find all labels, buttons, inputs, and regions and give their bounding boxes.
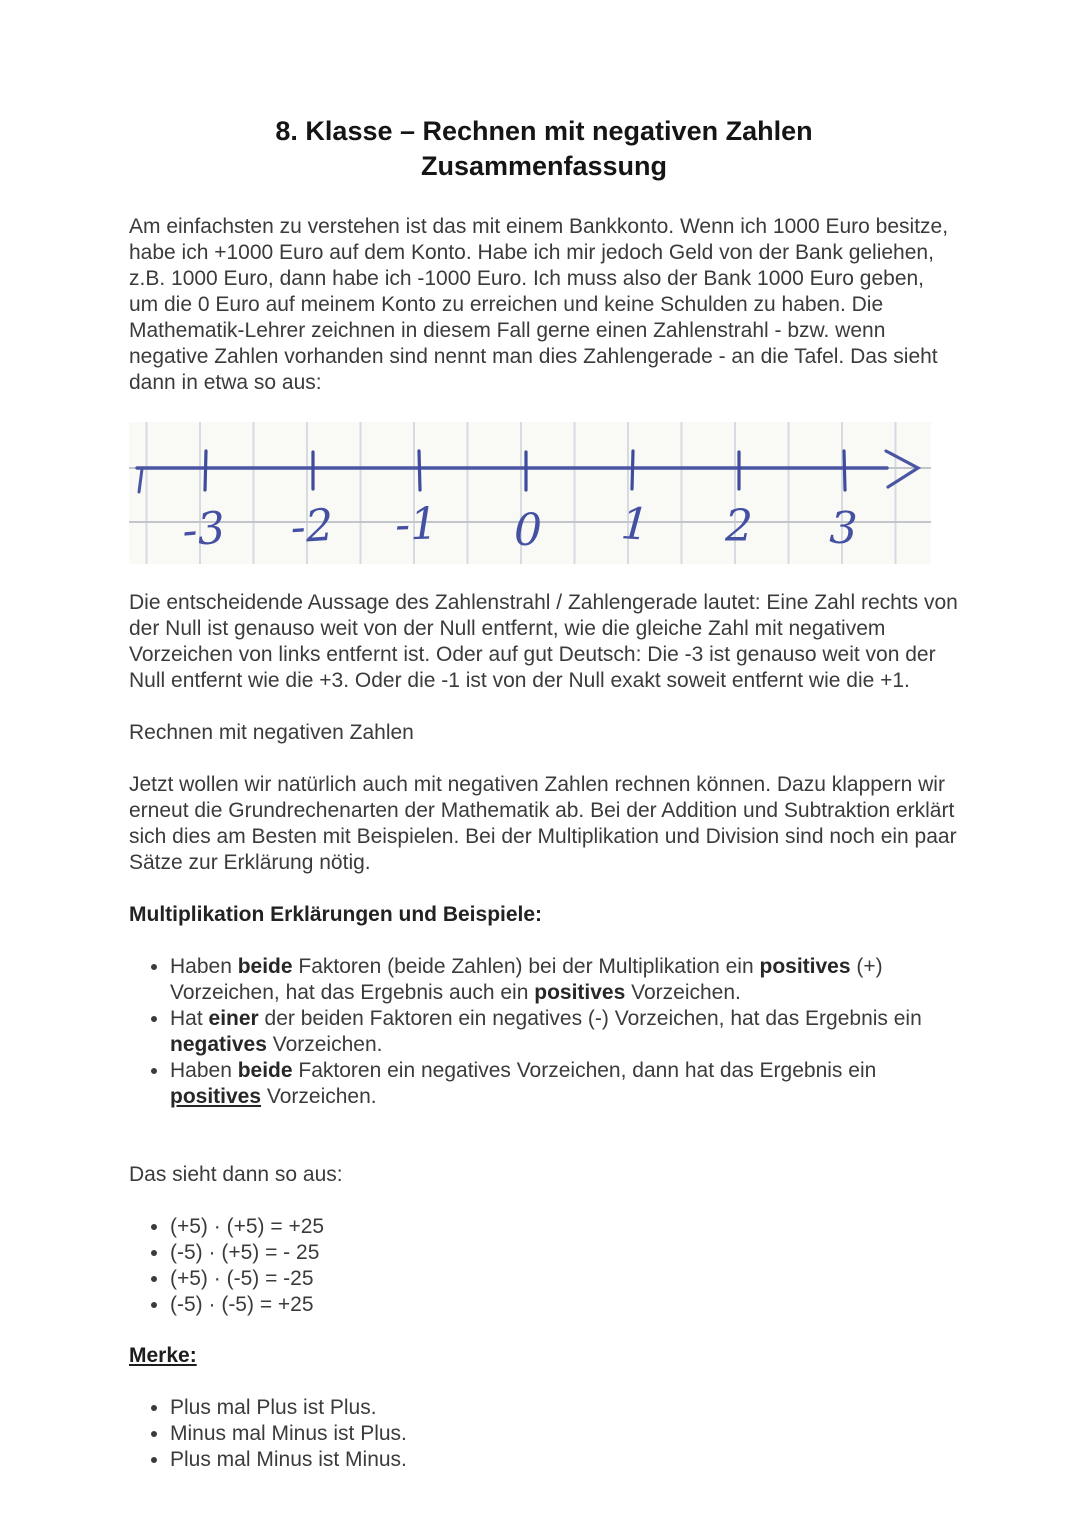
merke-item: • Plus mal Minus ist Minus. [170,1447,959,1473]
equations-list [129,1214,959,1318]
rule-item: • Haben beide Faktoren ein negatives Vorzeichen, dann hat das Ergebnis ein positives Vorzeichen. [170,1058,959,1110]
tick-label: -1 [394,498,439,551]
document-content [129,0,959,1473]
equation-item: • (+5) · (-5) = -25 [170,1266,959,1292]
tick-label: 3 [828,502,859,555]
page-title [129,114,959,184]
tick-label: 0 [514,505,542,556]
number-line-figure [129,422,931,564]
section-subheading: Rechnen mit negativen Zahlen [129,721,414,744]
equation-item: • (+5) · (+5) = +25 [170,1214,959,1240]
multiplication-heading: Multiplikation Erklärungen und Beispiele: [129,903,543,926]
merke-item: • Plus mal Plus ist Plus. [170,1395,959,1421]
merke-item: • Minus mal Minus ist Plus. [170,1421,959,1447]
equation-item: • (-5) · (-5) = +25 [170,1292,959,1318]
rule-item: • Hat einer der beiden Faktoren ein negatives (-) Vorzeichen, hat das Ergebnis ein negatives Vorzeichen. [170,1006,959,1058]
merke-list [129,1395,959,1473]
number-line-image [129,422,931,564]
merke-heading: Merke: [129,1344,197,1367]
tick-label: 2 [725,501,753,552]
page-title-line2: Zusammenfassung [420,151,668,181]
equation-item: • (-5) · (+5) = - 25 [170,1240,959,1266]
rule-item: • Haben beide Faktoren (beide Zahlen) bei der Multiplikation ein positives (+) Vorzeichen, hat das Ergebnis auch ein positives Vorzeichen. [170,954,959,1006]
numberline-paragraph: Die entscheidende Aussage des Zahlenstrahl / Zahlengerade lautet: Eine Zahl rechts von der Null ist genauso weit von der Null entfernt, wie die gleiche Zahl mit negativem Vorzeichen von links entfernt ist. Oder auf gut Deutsch: Die -3 ist genauso weit von der Null entfernt wie die +3. Oder die -1 ist von der Null exakt soweit entfernt wie die +1. [129,591,958,692]
page-title-line1: 8. Klasse – Rechnen mit negativen Zahlen [275,116,813,146]
tick-label: 1 [619,498,651,551]
examples-intro: Das sieht dann so aus: [129,1163,343,1186]
multiplication-rules-list [129,954,959,1110]
tick-label: -2 [288,499,336,554]
intro-paragraph: Am einfachsten zu verstehen ist das mit einem Bankkonto. Wenn ich 1000 Euro besitze, habe ich +1000 Euro auf dem Konto. Habe ich mir jedoch Geld von der Bank geliehen, z.B. 1000 Euro, dann habe ich -1000 Euro. Ich muss also der Bank 1000 Euro geben, um die 0 Euro auf meinem Konto zu erreichen und keine Schulden zu haben. Die Mathematik-Lehrer zeichnen in diesem Fall gerne einen Zahlenstrahl - bzw. wenn negative Zahlen vorhanden sind nennt man dies Zahlengerade - an die Tafel. Das sieht dann in etwa so aus: [129,215,949,394]
calc-paragraph: Jetzt wollen wir natürlich auch mit negativen Zahlen rechnen können. Dazu klappern wir erneut die Grundrechenarten der Mathematik ab. Bei der Addition und Subtraktion erklärt sich dies am Besten mit Beispielen. Bei der Multiplikation und Division sind noch ein paar Sätze zur Erklärung nötig. [129,773,957,874]
tick-label: -3 [180,502,228,557]
